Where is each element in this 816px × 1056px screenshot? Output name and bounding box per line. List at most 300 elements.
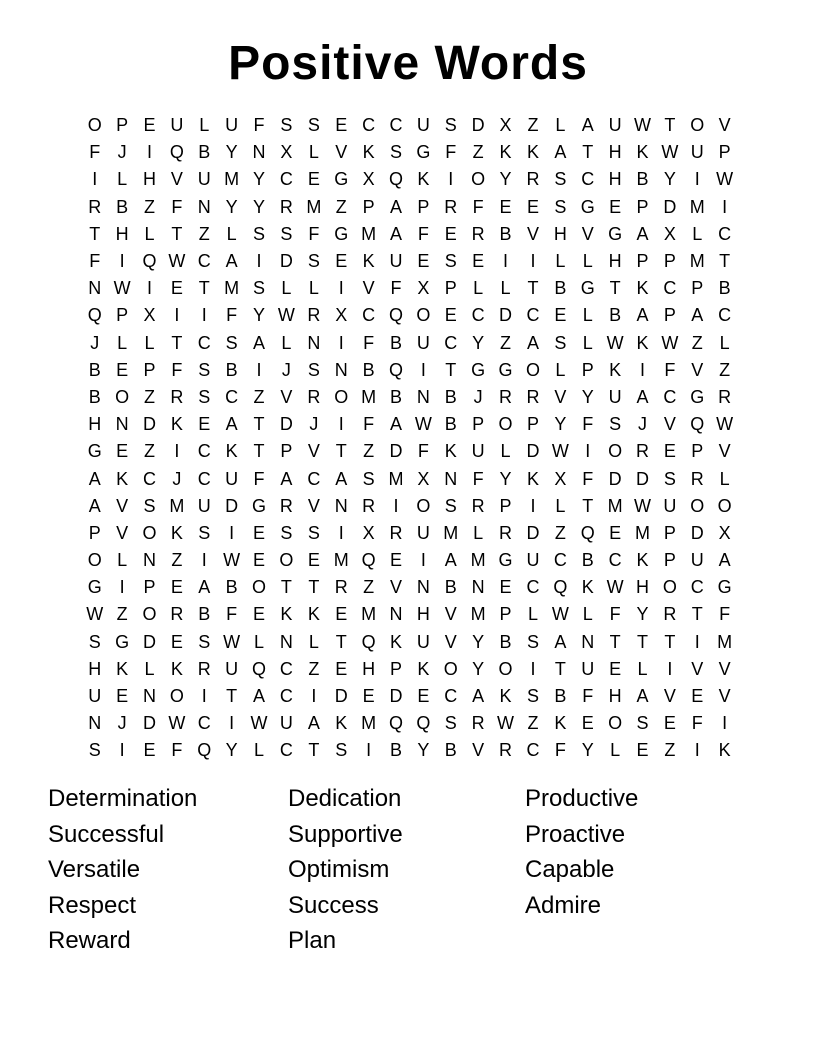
grid-letter: M bbox=[470, 550, 486, 571]
grid-letter: I bbox=[640, 359, 646, 380]
grid-letter: A bbox=[198, 577, 211, 598]
grid-letter: I bbox=[530, 251, 536, 272]
grid-letter: N bbox=[444, 468, 458, 489]
grid-letter: A bbox=[581, 115, 594, 136]
word-item: Optimism bbox=[288, 856, 390, 884]
grid-letter: L bbox=[226, 223, 237, 244]
grid-letter: V bbox=[362, 278, 375, 299]
grid-letter: J bbox=[90, 332, 100, 353]
grid-letter: V bbox=[718, 686, 731, 707]
grid-letter: H bbox=[115, 223, 129, 244]
grid-letter: N bbox=[581, 631, 595, 652]
grid-letter: Y bbox=[663, 169, 676, 190]
grid-letter: W bbox=[250, 713, 268, 734]
grid-letter: E bbox=[663, 713, 676, 734]
grid-letter: I bbox=[146, 142, 152, 163]
grid-letter: K bbox=[362, 142, 375, 163]
grid-letter: J bbox=[172, 468, 182, 489]
grid-letter: R bbox=[170, 604, 184, 625]
grid-letter: F bbox=[664, 359, 676, 380]
grid-letter: R bbox=[499, 522, 513, 543]
grid-letter: F bbox=[253, 115, 265, 136]
grid-letter: M bbox=[333, 550, 349, 571]
grid-letter: Z bbox=[198, 223, 210, 244]
grid-letter: R bbox=[197, 658, 211, 679]
grid-letter: E bbox=[554, 305, 567, 326]
grid-letter: I bbox=[448, 169, 454, 190]
grid-letter: Z bbox=[171, 550, 183, 571]
grid-letter: G bbox=[498, 359, 513, 380]
grid-letter: C bbox=[197, 332, 211, 353]
grid-letter: V bbox=[116, 495, 129, 516]
grid-letter: P bbox=[663, 550, 676, 571]
grid-letter: E bbox=[307, 169, 320, 190]
grid-letter: M bbox=[607, 495, 623, 516]
grid-letter: S bbox=[307, 251, 320, 272]
grid-letter: M bbox=[689, 251, 705, 272]
grid-letter: S bbox=[444, 115, 457, 136]
grid-letter: W bbox=[634, 495, 651, 516]
grid-letter: L bbox=[719, 332, 730, 353]
grid-letter: S bbox=[554, 196, 567, 217]
grid-letter: V bbox=[554, 386, 567, 407]
grid-letter: V bbox=[526, 223, 539, 244]
word-list-column-1 bbox=[48, 781, 197, 959]
grid-letter: R bbox=[362, 495, 376, 516]
grid-letter: F bbox=[226, 604, 238, 625]
grid-letter: S bbox=[198, 359, 211, 380]
grid-letter: I bbox=[338, 414, 344, 435]
grid-letter: B bbox=[225, 359, 238, 380]
grid-letter: J bbox=[281, 359, 291, 380]
grid-letter: J bbox=[473, 386, 483, 407]
grid-letter: V bbox=[389, 577, 402, 598]
grid-letter: G bbox=[717, 577, 732, 598]
grid-letter: B bbox=[581, 550, 594, 571]
grid-letter: O bbox=[443, 658, 458, 679]
grid-letter: I bbox=[201, 305, 207, 326]
grid-letter: U bbox=[416, 115, 430, 136]
grid-letter: S bbox=[198, 522, 211, 543]
grid-letter: W bbox=[634, 115, 651, 136]
grid-letter: F bbox=[472, 196, 484, 217]
grid-letter: E bbox=[116, 359, 129, 380]
grid-letter: R bbox=[307, 305, 321, 326]
word-list-column-2 bbox=[288, 781, 403, 959]
grid-letter: U bbox=[608, 115, 622, 136]
grid-letter: P bbox=[526, 414, 539, 435]
grid-letter: Q bbox=[361, 631, 376, 652]
grid-letter: U bbox=[197, 169, 211, 190]
grid-letter: D bbox=[526, 522, 540, 543]
grid-letter: E bbox=[636, 740, 649, 761]
grid-letter: W bbox=[168, 713, 186, 734]
grid-letter: K bbox=[389, 631, 402, 652]
grid-letter: S bbox=[198, 386, 211, 407]
grid-letter: O bbox=[416, 305, 431, 326]
grid-letter: O bbox=[142, 522, 157, 543]
grid-letter: S bbox=[554, 169, 567, 190]
grid-letter: U bbox=[608, 386, 622, 407]
grid-letter: L bbox=[555, 115, 566, 136]
grid-letter: U bbox=[690, 142, 704, 163]
grid-letter: X bbox=[718, 522, 731, 543]
grid-letter: W bbox=[223, 631, 241, 652]
grid-letter: T bbox=[527, 278, 539, 299]
grid-letter: D bbox=[636, 468, 649, 489]
grid-letter: D bbox=[225, 495, 239, 516]
grid-letter: P bbox=[362, 196, 375, 217]
grid-letter: L bbox=[308, 631, 319, 652]
grid-letter: C bbox=[197, 441, 211, 462]
grid-letter: Y bbox=[472, 658, 485, 679]
grid-letter: E bbox=[691, 686, 704, 707]
grid-letter: A bbox=[88, 495, 101, 516]
grid-letter: D bbox=[279, 251, 293, 272]
grid-letter: U bbox=[170, 115, 184, 136]
grid-letter: H bbox=[142, 169, 156, 190]
grid-letter: U bbox=[663, 495, 677, 516]
grid-letter: N bbox=[279, 631, 293, 652]
grid-letter: L bbox=[555, 495, 566, 516]
grid-letter: B bbox=[554, 686, 567, 707]
grid-letter: R bbox=[279, 495, 293, 516]
grid-letter: E bbox=[116, 686, 129, 707]
grid-letter: F bbox=[390, 278, 402, 299]
grid-letter: V bbox=[581, 223, 594, 244]
grid-letter: E bbox=[581, 713, 594, 734]
grid-letter: T bbox=[582, 495, 594, 516]
grid-letter: Z bbox=[527, 713, 539, 734]
grid-letter: E bbox=[170, 631, 183, 652]
grid-letter: E bbox=[362, 686, 375, 707]
grid-letter: A bbox=[636, 386, 649, 407]
grid-letter: U bbox=[225, 658, 239, 679]
grid-letter: E bbox=[663, 441, 676, 462]
grid-letter: U bbox=[225, 468, 239, 489]
grid-letter: C bbox=[362, 115, 376, 136]
grid-letter: P bbox=[389, 658, 402, 679]
grid-letter: E bbox=[609, 658, 622, 679]
grid-letter: D bbox=[663, 196, 677, 217]
grid-letter: T bbox=[280, 577, 292, 598]
word-item: Plan bbox=[288, 927, 337, 955]
grid-letter: G bbox=[471, 359, 486, 380]
grid-letter: K bbox=[499, 686, 512, 707]
grid-letter: D bbox=[334, 686, 348, 707]
grid-letter: S bbox=[307, 359, 320, 380]
grid-letter: U bbox=[88, 686, 102, 707]
grid-letter: L bbox=[144, 658, 155, 679]
grid-letter: H bbox=[553, 223, 567, 244]
grid-letter: D bbox=[142, 414, 156, 435]
grid-letter: R bbox=[334, 577, 348, 598]
grid-letter: A bbox=[389, 414, 402, 435]
grid-letter: K bbox=[609, 359, 622, 380]
grid-letter: B bbox=[198, 604, 211, 625]
grid-letter: K bbox=[280, 604, 293, 625]
grid-letter: N bbox=[252, 142, 266, 163]
grid-letter: V bbox=[663, 686, 676, 707]
grid-letter: R bbox=[88, 196, 102, 217]
grid-letter: C bbox=[526, 577, 540, 598]
grid-letter: I bbox=[256, 251, 262, 272]
grid-letter: E bbox=[444, 305, 457, 326]
grid-letter: Y bbox=[225, 740, 238, 761]
grid-letter: L bbox=[555, 251, 566, 272]
grid-letter: M bbox=[443, 522, 459, 543]
grid-letter: I bbox=[119, 577, 125, 598]
grid-letter: Y bbox=[581, 740, 594, 761]
grid-letter: Q bbox=[388, 169, 403, 190]
grid-letter: D bbox=[690, 522, 704, 543]
grid-letter: W bbox=[414, 414, 432, 435]
grid-letter: C bbox=[663, 386, 677, 407]
grid-letter: C bbox=[197, 713, 211, 734]
grid-letter: L bbox=[117, 169, 128, 190]
grid-letter: N bbox=[334, 359, 348, 380]
grid-letter: L bbox=[555, 359, 566, 380]
grid-letter: R bbox=[718, 386, 732, 407]
grid-letter: F bbox=[417, 223, 429, 244]
grid-letter: E bbox=[335, 658, 348, 679]
grid-letter: I bbox=[119, 740, 125, 761]
grid-letter: S bbox=[636, 713, 649, 734]
grid-letter: G bbox=[580, 278, 595, 299]
grid-letter: B bbox=[116, 196, 129, 217]
grid-letter: H bbox=[88, 658, 102, 679]
grid-letter: Q bbox=[197, 740, 212, 761]
grid-letter: I bbox=[201, 550, 207, 571]
grid-letter: L bbox=[719, 468, 730, 489]
grid-letter: X bbox=[417, 278, 430, 299]
grid-letter: S bbox=[198, 631, 211, 652]
grid-letter: E bbox=[307, 550, 320, 571]
grid-letter: L bbox=[582, 604, 593, 625]
grid-letter: Y bbox=[472, 631, 485, 652]
grid-letter: W bbox=[661, 142, 679, 163]
grid-letter: B bbox=[609, 305, 622, 326]
grid-letter: O bbox=[662, 577, 677, 598]
grid-letter: M bbox=[224, 278, 240, 299]
grid-letter: I bbox=[146, 278, 152, 299]
grid-letter: N bbox=[307, 332, 321, 353]
grid-letter: F bbox=[171, 740, 183, 761]
grid-letter: Z bbox=[363, 577, 375, 598]
grid-letter: D bbox=[389, 441, 403, 462]
grid-letter: T bbox=[691, 604, 703, 625]
grid-letter: Y bbox=[253, 196, 266, 217]
grid-letter: L bbox=[144, 332, 155, 353]
grid-letter: S bbox=[143, 495, 156, 516]
grid-letter: L bbox=[582, 305, 593, 326]
grid-letter: R bbox=[499, 386, 513, 407]
grid-letter: C bbox=[279, 686, 293, 707]
grid-letter: F bbox=[582, 686, 594, 707]
grid-letter: T bbox=[171, 332, 183, 353]
grid-letter: O bbox=[416, 495, 431, 516]
grid-letter: R bbox=[471, 495, 485, 516]
grid-letter: N bbox=[88, 713, 102, 734]
grid-letter: G bbox=[334, 223, 349, 244]
grid-letter: Z bbox=[143, 386, 155, 407]
grid-letter: F bbox=[691, 713, 703, 734]
grid-letter: I bbox=[92, 169, 98, 190]
grid-letter: L bbox=[199, 115, 210, 136]
grid-letter: X bbox=[335, 305, 348, 326]
grid-letter: B bbox=[198, 142, 211, 163]
grid-letter: L bbox=[692, 223, 703, 244]
grid-letter: X bbox=[143, 305, 156, 326]
grid-letter: W bbox=[277, 305, 295, 326]
grid-letter: I bbox=[229, 522, 235, 543]
grid-letter: N bbox=[142, 686, 156, 707]
grid-letter: A bbox=[554, 142, 567, 163]
grid-letter: E bbox=[143, 115, 156, 136]
grid-letter: L bbox=[500, 441, 511, 462]
grid-letter: A bbox=[554, 631, 567, 652]
grid-letter: F bbox=[253, 468, 265, 489]
grid-letter: P bbox=[691, 441, 704, 462]
grid-letter: V bbox=[691, 658, 704, 679]
grid-letter: Y bbox=[554, 414, 567, 435]
grid-letter: N bbox=[471, 577, 485, 598]
grid-letter: F bbox=[171, 196, 183, 217]
grid-letter: T bbox=[308, 740, 320, 761]
grid-letter: U bbox=[581, 658, 595, 679]
word-item: Dedication bbox=[288, 785, 402, 812]
grid-letter: P bbox=[499, 495, 512, 516]
grid-letter: M bbox=[169, 495, 185, 516]
grid-letter: G bbox=[115, 631, 130, 652]
grid-letter: N bbox=[142, 550, 156, 571]
grid-letter: I bbox=[174, 305, 180, 326]
grid-letter: S bbox=[307, 115, 320, 136]
grid-letter: A bbox=[88, 468, 101, 489]
grid-letter: T bbox=[89, 223, 101, 244]
grid-letter: F bbox=[417, 441, 429, 462]
grid-letter: K bbox=[170, 414, 183, 435]
grid-letter: T bbox=[198, 278, 210, 299]
grid-letter: W bbox=[223, 550, 241, 571]
grid-letter: T bbox=[335, 631, 347, 652]
grid-letter: B bbox=[444, 740, 457, 761]
grid-letter: W bbox=[716, 169, 734, 190]
grid-letter: Q bbox=[252, 658, 267, 679]
grid-letter: K bbox=[417, 169, 430, 190]
grid-letter: O bbox=[498, 658, 513, 679]
grid-letter: O bbox=[279, 550, 294, 571]
grid-letter: O bbox=[525, 359, 540, 380]
grid-letter: T bbox=[609, 631, 621, 652]
grid-letter: R bbox=[170, 386, 184, 407]
grid-letter: T bbox=[171, 223, 183, 244]
grid-letter: I bbox=[503, 251, 509, 272]
grid-letter: X bbox=[362, 169, 375, 190]
grid-letter: K bbox=[554, 713, 567, 734]
grid-letter: K bbox=[526, 468, 539, 489]
grid-letter: H bbox=[608, 251, 622, 272]
grid-letter: M bbox=[470, 604, 486, 625]
grid-letter: L bbox=[281, 278, 292, 299]
grid-letter: R bbox=[663, 604, 677, 625]
grid-letter: Y bbox=[225, 142, 238, 163]
grid-letter: A bbox=[253, 332, 266, 353]
grid-letter: G bbox=[252, 495, 267, 516]
grid-letter: A bbox=[636, 223, 649, 244]
grid-letter: K bbox=[307, 604, 320, 625]
grid-letter: X bbox=[417, 468, 430, 489]
grid-letter: B bbox=[554, 278, 567, 299]
grid-letter: Y bbox=[581, 386, 594, 407]
grid-letter: P bbox=[581, 359, 594, 380]
grid-letter: U bbox=[389, 251, 403, 272]
grid-letter: K bbox=[636, 332, 649, 353]
grid-letter: T bbox=[335, 441, 347, 462]
grid-letter: I bbox=[338, 332, 344, 353]
grid-letter: K bbox=[170, 658, 183, 679]
grid-letter: E bbox=[389, 550, 402, 571]
grid-letter: C bbox=[471, 305, 485, 326]
word-item: Determination bbox=[48, 785, 198, 812]
grid-letter: V bbox=[170, 169, 183, 190]
grid-letter: W bbox=[606, 577, 624, 598]
word-item: Supportive bbox=[288, 820, 403, 848]
word-item: Success bbox=[288, 891, 379, 919]
grid-letter: Z bbox=[253, 386, 265, 407]
grid-letter: S bbox=[362, 468, 375, 489]
grid-letter: V bbox=[691, 359, 704, 380]
grid-letter: C bbox=[718, 305, 732, 326]
grid-letter: I bbox=[201, 686, 207, 707]
grid-letter: Z bbox=[308, 658, 320, 679]
word-item: Capable bbox=[525, 856, 615, 884]
grid-letter: Q bbox=[388, 713, 403, 734]
grid-letter: L bbox=[308, 142, 319, 163]
grid-letter: V bbox=[444, 631, 457, 652]
word-search-grid bbox=[81, 112, 738, 765]
grid-letter: U bbox=[225, 115, 239, 136]
grid-letter: J bbox=[638, 414, 647, 435]
grid-letter: A bbox=[253, 686, 266, 707]
grid-letter: C bbox=[362, 305, 376, 326]
grid-letter: M bbox=[388, 468, 404, 489]
grid-letter: I bbox=[256, 359, 262, 380]
grid-letter: R bbox=[526, 386, 540, 407]
grid-letter: E bbox=[335, 251, 348, 272]
grid-letter: C bbox=[663, 278, 677, 299]
grid-letter: D bbox=[142, 713, 156, 734]
grid-letter: Z bbox=[472, 142, 484, 163]
grid-letter: D bbox=[279, 414, 293, 435]
grid-letter: F bbox=[472, 468, 484, 489]
grid-letter: P bbox=[663, 522, 676, 543]
grid-letter: U bbox=[526, 550, 540, 571]
grid-letter: R bbox=[471, 713, 485, 734]
grid-letter: F bbox=[609, 604, 621, 625]
grid-letter: K bbox=[417, 658, 430, 679]
grid-letter: I bbox=[311, 686, 317, 707]
grid-letter: T bbox=[554, 658, 566, 679]
grid-letter: Y bbox=[417, 740, 430, 761]
grid-letter: R bbox=[279, 196, 293, 217]
grid-letter: B bbox=[88, 386, 101, 407]
grid-letter: S bbox=[526, 686, 539, 707]
grid-letter: R bbox=[636, 441, 649, 462]
grid-letter: W bbox=[551, 604, 569, 625]
grid-letter: S bbox=[280, 115, 293, 136]
grid-letter: O bbox=[690, 115, 705, 136]
